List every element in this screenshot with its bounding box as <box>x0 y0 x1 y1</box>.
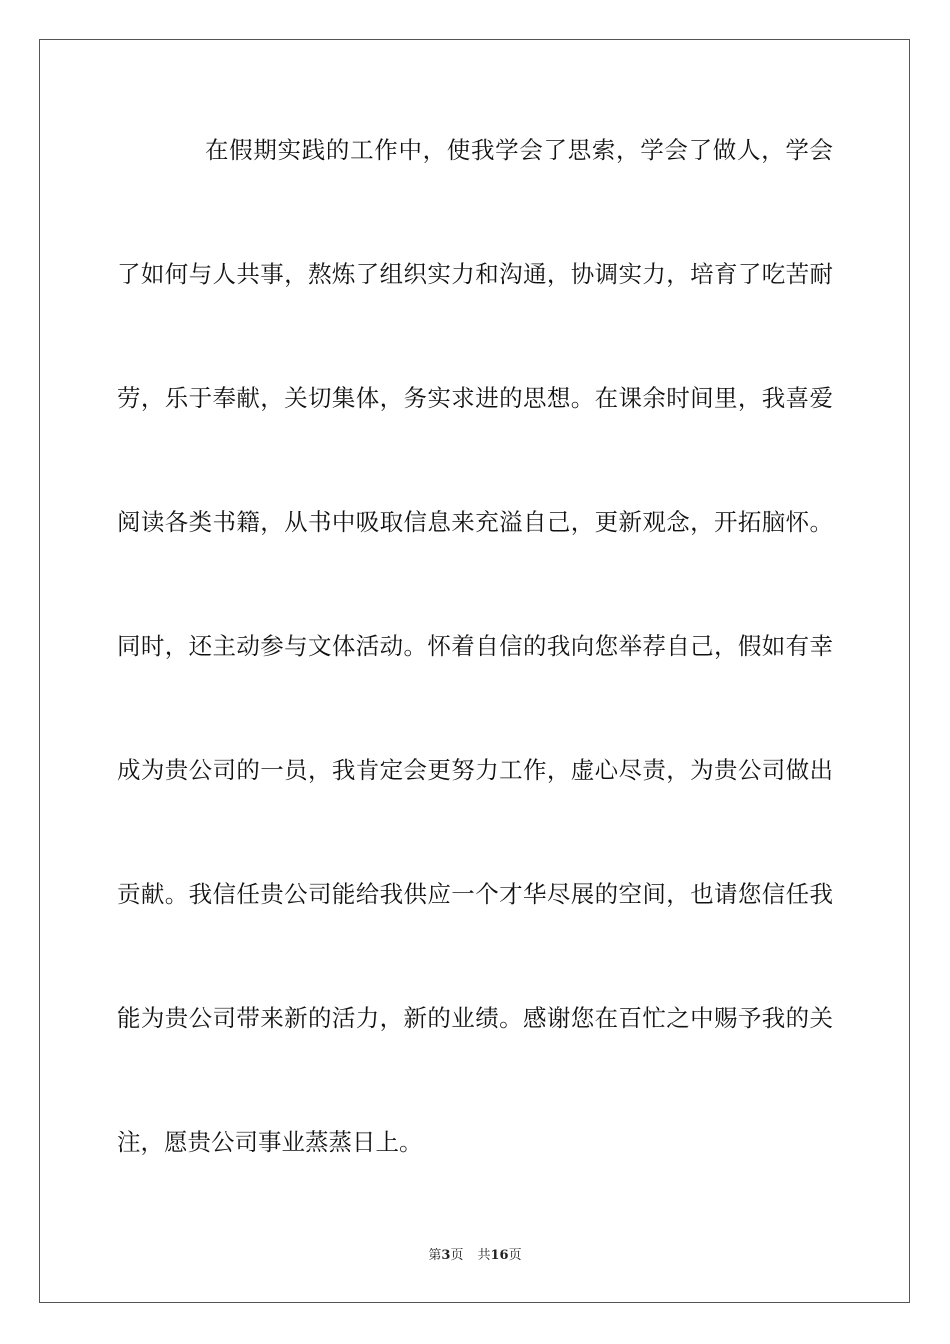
page-suffix: 页 <box>450 1248 464 1263</box>
total-prefix: 共 <box>477 1248 491 1263</box>
paragraph-line-8: 能为贵公司带来新的活力，新的业绩。感谢您在百忙之中赐予我的关 <box>117 1004 833 1032</box>
paragraph-line-3: 劳，乐于奉献，关切集体，务实求进的思想。在课余时间里，我喜爱 <box>117 384 833 412</box>
page-prefix: 第 <box>428 1248 442 1263</box>
page-footer <box>0 1246 950 1266</box>
paragraph-line-7: 贡献。我信任贵公司能给我供应一个才华尽展的空间，也请您信任我 <box>117 880 833 908</box>
current-page-number: 3 <box>441 1248 451 1263</box>
page-border <box>39 39 910 1303</box>
paragraph-line-6: 成为贵公司的一员，我肯定会更努力工作，虚心尽责，为贵公司做出 <box>117 756 833 784</box>
paragraph-line-4: 阅读各类书籍，从书中吸取信息来充溢自己，更新观念，开拓脑怀。 <box>117 508 833 536</box>
paragraph-line-5: 同时，还主动参与文体活动。怀着自信的我向您举荐自己，假如有幸 <box>117 632 833 660</box>
paragraph-line-2: 了如何与人共事，熬炼了组织实力和沟通，协调实力，培育了吃苦耐 <box>117 260 833 288</box>
paragraph-line-1: 在假期实践的工作中，使我学会了思索，学会了做人，学会 <box>205 136 833 164</box>
total-page-count: 16 <box>490 1248 509 1263</box>
total-suffix: 页 <box>508 1248 522 1263</box>
paragraph-line-9: 注，愿贵公司事业蒸蒸日上。 <box>117 1128 423 1156</box>
